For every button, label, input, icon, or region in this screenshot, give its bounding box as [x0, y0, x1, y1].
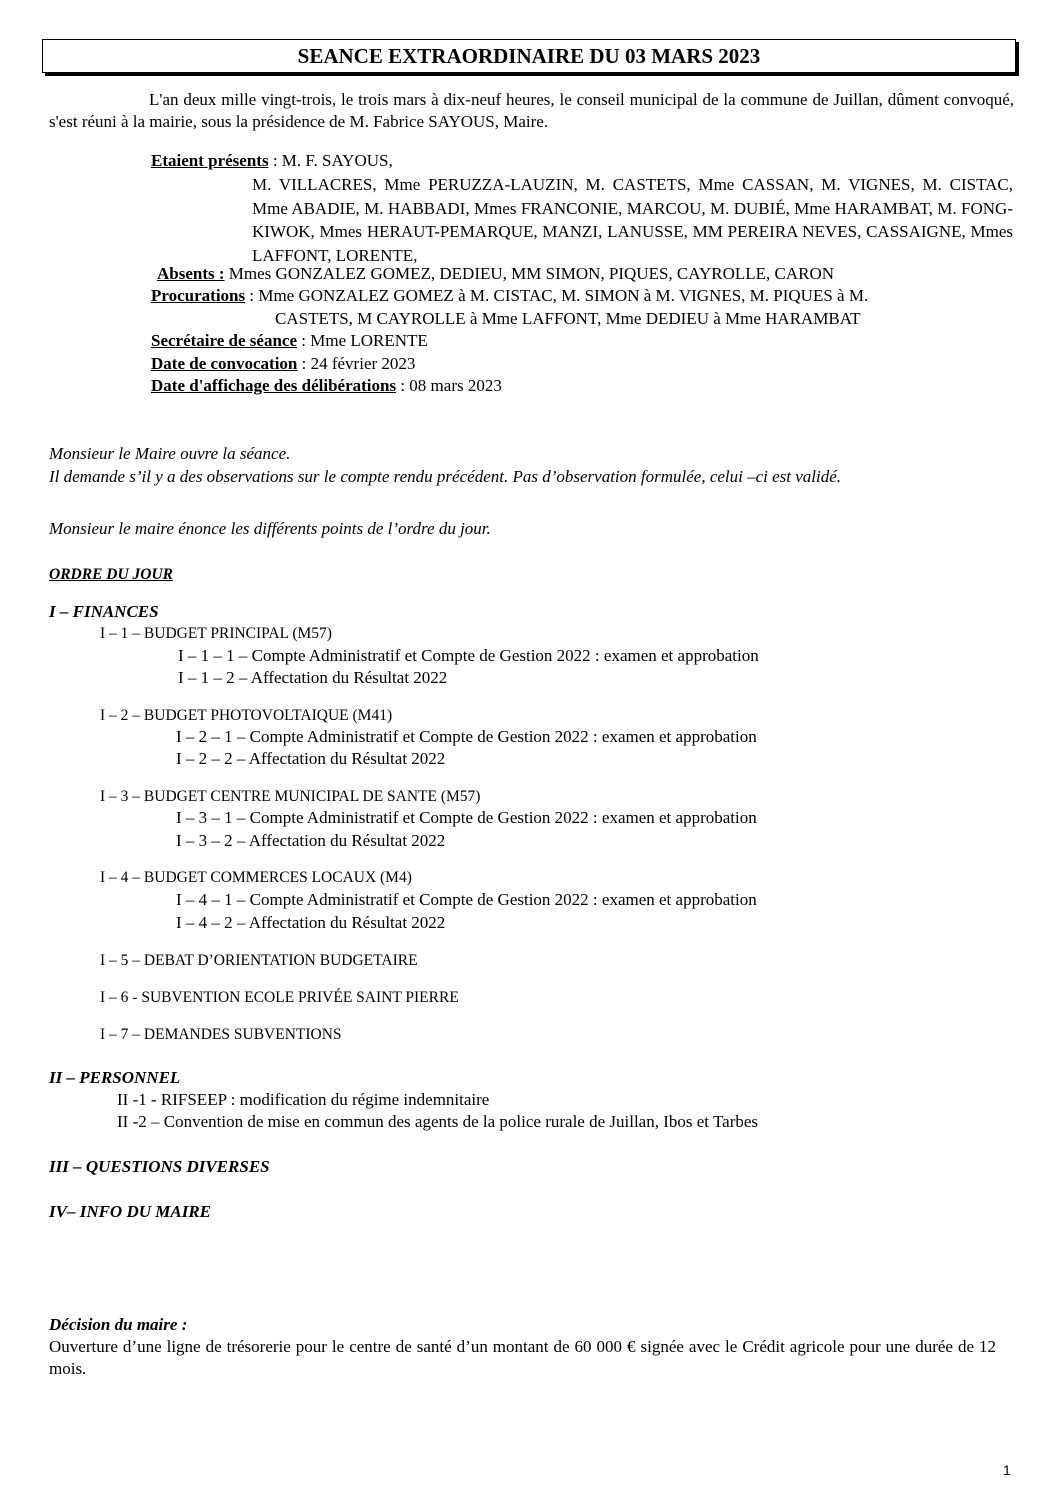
convocation-value: : 24 février 2023 — [297, 354, 416, 373]
secretaire-line — [151, 330, 428, 352]
personnel-item-1: II -1 - RIFSEEP : modification du régime indemnitaire — [117, 1090, 490, 1109]
personnel-item-2: II -2 – Convention de mise en commun des agents de la police rurale de Juillan, Ibos et Tarbes — [117, 1112, 759, 1131]
convocation-label: Date de convocation — [151, 354, 298, 373]
decision-heading: Décision du maire : — [49, 1315, 188, 1334]
budget-centre-sante-item-2: I – 3 – 2 – Affectation du Résultat 2022 — [176, 831, 446, 850]
absents-line — [157, 263, 834, 285]
questions-heading: III – QUESTIONS DIVERSES — [49, 1157, 270, 1176]
convocation-line — [151, 353, 415, 375]
procurations-second: CASTETS, M CAYROLLE à Mme LAFFONT, Mme DEDIEU à Mme HARAMBAT — [275, 309, 861, 328]
budget-centre-sante: I – 3 – BUDGET CENTRE MUNICIPAL DE SANTE (M57) — [100, 788, 481, 805]
absents-label: Absents : — [157, 264, 225, 283]
finances-heading: I – FINANCES — [49, 602, 159, 621]
budget-principal-item-2: I – 1 – 2 – Affectation du Résultat 2022 — [178, 668, 448, 687]
presents-line — [151, 150, 393, 172]
budget-commerces-item-1: I – 4 – 1 – Compte Administratif et Compte de Gestion 2022 : examen et approbation — [176, 890, 757, 909]
affichage-value: : 08 mars 2023 — [396, 376, 502, 395]
intro-paragraph: L'an deux mille vingt-trois, le trois mars à dix-neuf heures, le conseil municipal de la commune de Juillan, dûment convoqué, s'est réuni à la mairie, sous la présidence de M. Fabrice SAYOUS, Maire. — [49, 90, 1014, 131]
page-number: 1 — [1003, 1462, 1011, 1478]
opening-line-3: Monsieur le maire énonce les différents points de l’ordre du jour. — [49, 519, 491, 538]
budget-photovoltaique-item-2: I – 2 – 2 – Affectation du Résultat 2022 — [176, 749, 446, 768]
budget-principal-item-1: I – 1 – 1 – Compte Administratif et Compte de Gestion 2022 : examen et approbation — [178, 646, 759, 665]
affichage-label: Date d'affichage des délibérations — [151, 376, 397, 395]
agenda-item-subvention-ecole: I – 6 - SUBVENTION ECOLE PRIVÉE SAINT PIERRE — [100, 989, 459, 1006]
budget-commerces: I – 4 – BUDGET COMMERCES LOCAUX (M4) — [100, 869, 412, 886]
presents-first: : M. F. SAYOUS, — [268, 151, 393, 170]
presents-label: Etaient présents — [151, 151, 269, 170]
personnel-heading: II – PERSONNEL — [49, 1068, 181, 1087]
agenda-heading: ORDRE DU JOUR — [49, 566, 174, 583]
agenda-item-demandes: I – 7 – DEMANDES SUBVENTIONS — [100, 1026, 342, 1043]
opening-line-2: Il demande s’il y a des observations sur le compte rendu précédent. Pas d’observation formulée, celui –ci est validé. — [49, 467, 842, 486]
budget-principal: I – 1 – BUDGET PRINCIPAL (M57) — [100, 625, 332, 642]
procurations-line — [151, 285, 1013, 307]
decision-text: Ouverture d’une ligne de trésorerie pour le centre de santé d’un montant de 60 000 € signée avec le Crédit agricole pour une durée de 12 mois. — [49, 1337, 996, 1378]
budget-photovoltaique: I – 2 – BUDGET PHOTOVOLTAIQUE (M41) — [100, 707, 393, 724]
title-box — [42, 39, 1016, 73]
budget-commerces-item-2: I – 4 – 2 – Affectation du Résultat 2022 — [176, 913, 446, 932]
procurations-label: Procurations — [151, 286, 246, 305]
procurations-first: : Mme GONZALEZ GOMEZ à M. CISTAC, M. SIMON à M. VIGNES, M. PIQUES à M. — [245, 286, 869, 305]
budget-photovoltaique-item-1: I – 2 – 1 – Compte Administratif et Compte de Gestion 2022 : examen et approbation — [176, 727, 757, 746]
absents-value: Mmes GONZALEZ GOMEZ, DEDIEU, MM SIMON, PIQUES, CAYROLLE, CARON — [224, 264, 835, 283]
opening-line-1: Monsieur le Maire ouvre la séance. — [49, 444, 291, 463]
secretaire-value: : Mme LORENTE — [297, 331, 428, 350]
presents-list: M. VILLACRES, Mme PERUZZA-LAUZIN, M. CASTETS, Mme CASSAN, M. VIGNES, M. CISTAC, Mme ABADIE, M. HABBADI, Mmes FRANCONIE, MARCOU, M. DUBIÉ, Mme HARAMBAT, M. FONG-KIWOK, Mmes HERAUT-PEMARQUE, MANZI, LANUSSE, MM PEREIRA NEVES, CASSAIGNE, Mmes LAFFONT, LORENTE, — [252, 175, 1013, 265]
info-heading: IV– INFO DU MAIRE — [49, 1202, 212, 1221]
affichage-line — [151, 375, 502, 397]
agenda-item-debat: I – 5 – DEBAT D’ORIENTATION BUDGETAIRE — [100, 952, 418, 969]
page-title: SEANCE EXTRAORDINAIRE DU 03 MARS 2023 — [297, 44, 761, 68]
secretaire-label: Secrétaire de séance — [151, 331, 298, 350]
budget-centre-sante-item-1: I – 3 – 1 – Compte Administratif et Compte de Gestion 2022 : examen et approbation — [176, 808, 757, 827]
